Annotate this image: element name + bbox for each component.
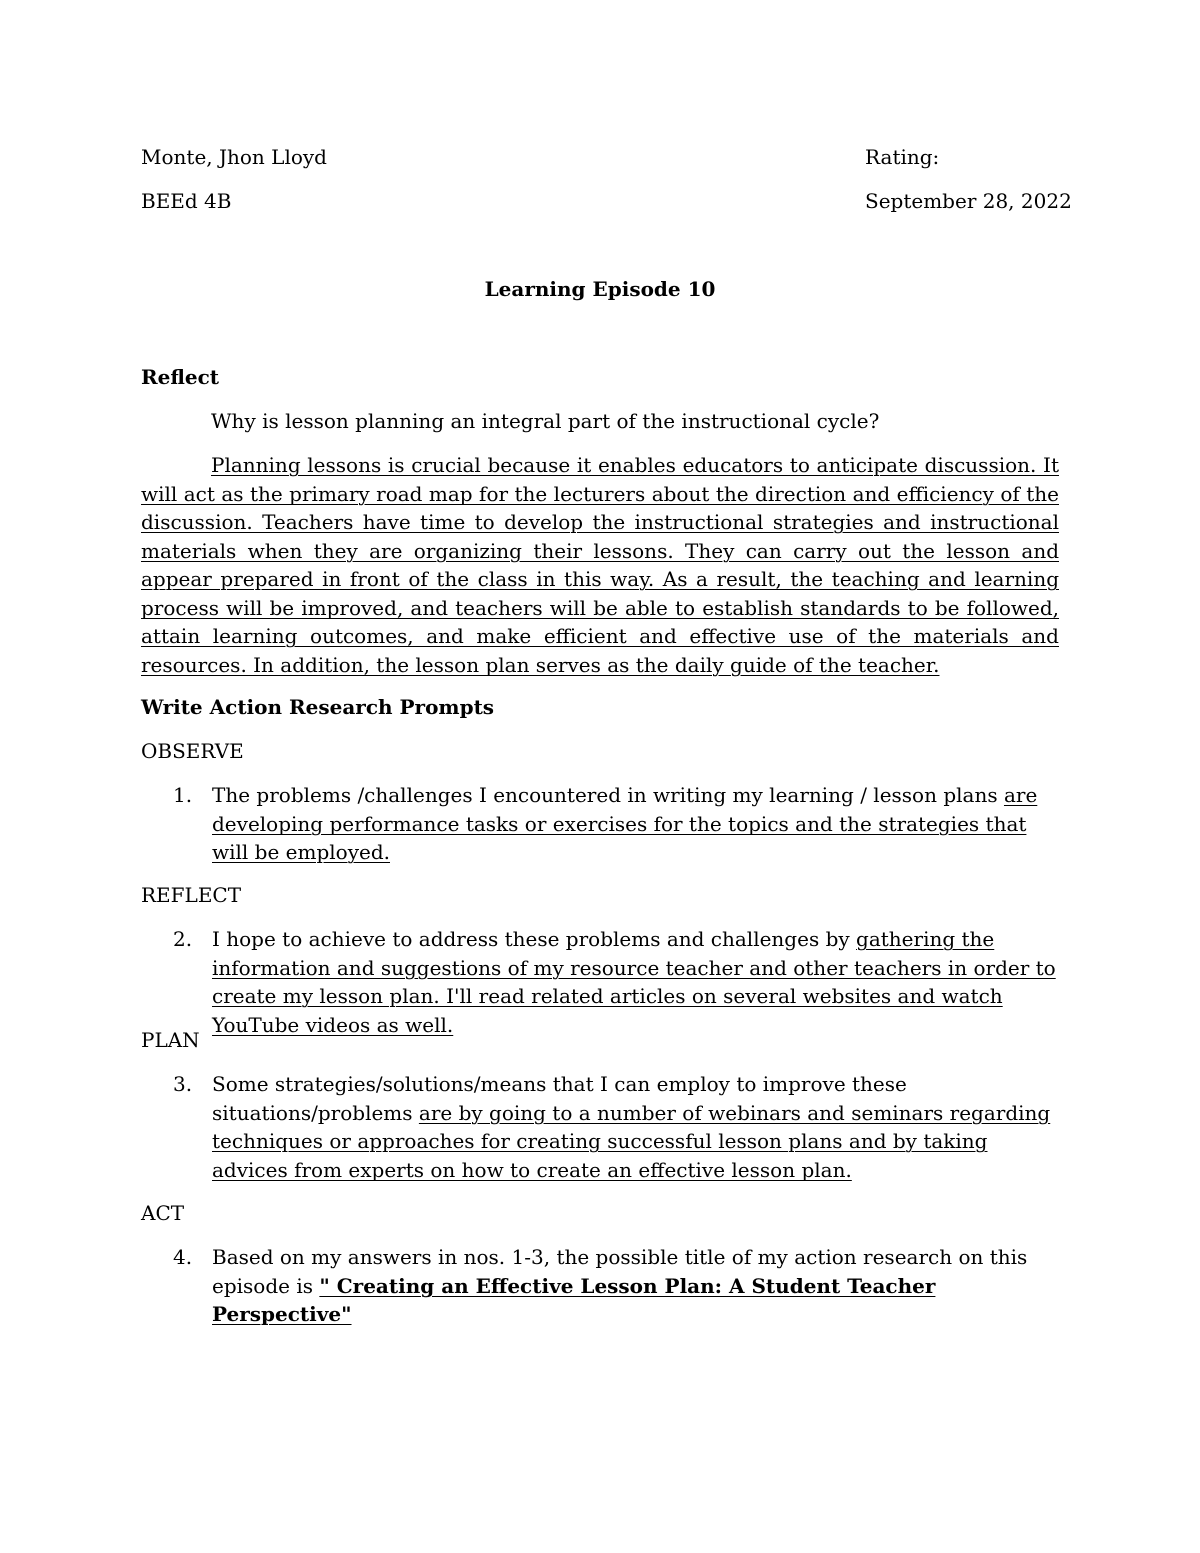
list-number: 3.	[173, 1072, 193, 1096]
answer-text: are by going to a number of webinars and seminars regarding techniques or approaches for creating successful lesson plans and by taking advices from experts on how to create an effective lesson plan.	[212, 1100, 1051, 1182]
section-label-observe: OBSERVE	[141, 739, 244, 763]
reflect-answer-paragraph	[141, 451, 1059, 679]
action-research-title: " Creating an Effective Lesson Plan: A Student Teacher Perspective"	[212, 1273, 936, 1326]
list-number: 2.	[173, 927, 193, 951]
document-date: September 28, 2022	[865, 189, 1072, 213]
page-title: Learning Episode 10	[484, 277, 716, 301]
list-item-plan	[141, 1070, 1059, 1184]
prompt-text: Some strategies/solutions/means that I can employ to improve these situations/problems	[212, 1072, 907, 1125]
answer-text: are developing performance tasks or exercises for the topics and the strategies that will be employed.	[212, 783, 1038, 864]
action-research-heading: Write Action Research Prompts	[141, 695, 495, 719]
reflect-question: Why is lesson planning an integral part of the instructional cycle?	[211, 409, 880, 433]
prompt-text: The problems /challenges I encountered in writing my learning / lesson plans	[212, 783, 1004, 807]
list-item-reflect	[141, 925, 1059, 1039]
list-item-act	[141, 1243, 1059, 1329]
answer-text: gathering the information and suggestions of my resource teacher and other teachers in order to create my lesson plan. I'll read related articles on several websites and watch YouTube videos as well.	[212, 927, 1056, 1037]
reflect-heading: Reflect	[141, 365, 220, 389]
list-number: 1.	[173, 783, 193, 807]
rating-label: Rating:	[865, 145, 940, 169]
student-name: Monte, Jhon Lloyd	[141, 145, 327, 169]
prompt-text: I hope to achieve to address these problems and challenges by	[212, 927, 857, 951]
prompt-text: Based on my answers in nos. 1-3, the possible title of my action research on this episode is	[212, 1245, 1028, 1298]
section-label-act: ACT	[141, 1201, 185, 1225]
section-label-reflect: REFLECT	[141, 883, 242, 907]
list-item-observe	[141, 781, 1059, 867]
list-number: 4.	[173, 1245, 193, 1269]
student-section: BEEd 4B	[141, 189, 232, 213]
section-label-plan: PLAN	[141, 1028, 200, 1052]
reflect-answer: Planning lessons is crucial because it enables educators to anticipate discussion. It will act as the primary road map for the lecturers about the direction and efficiency of the discussion. Teachers have time to develop the instructional strategies and instructional materials when they are organizing their lessons. They can carry out the lesson and appear prepared in front of the class in this way. As a result, the teaching and learning process will be improved, and teachers will be able to establish standards to be followed, attain learning outcomes, and make efficient and effective use of the materials and resources. In addition, the lesson plan serves as the daily guide of the teacher.	[141, 453, 1059, 677]
